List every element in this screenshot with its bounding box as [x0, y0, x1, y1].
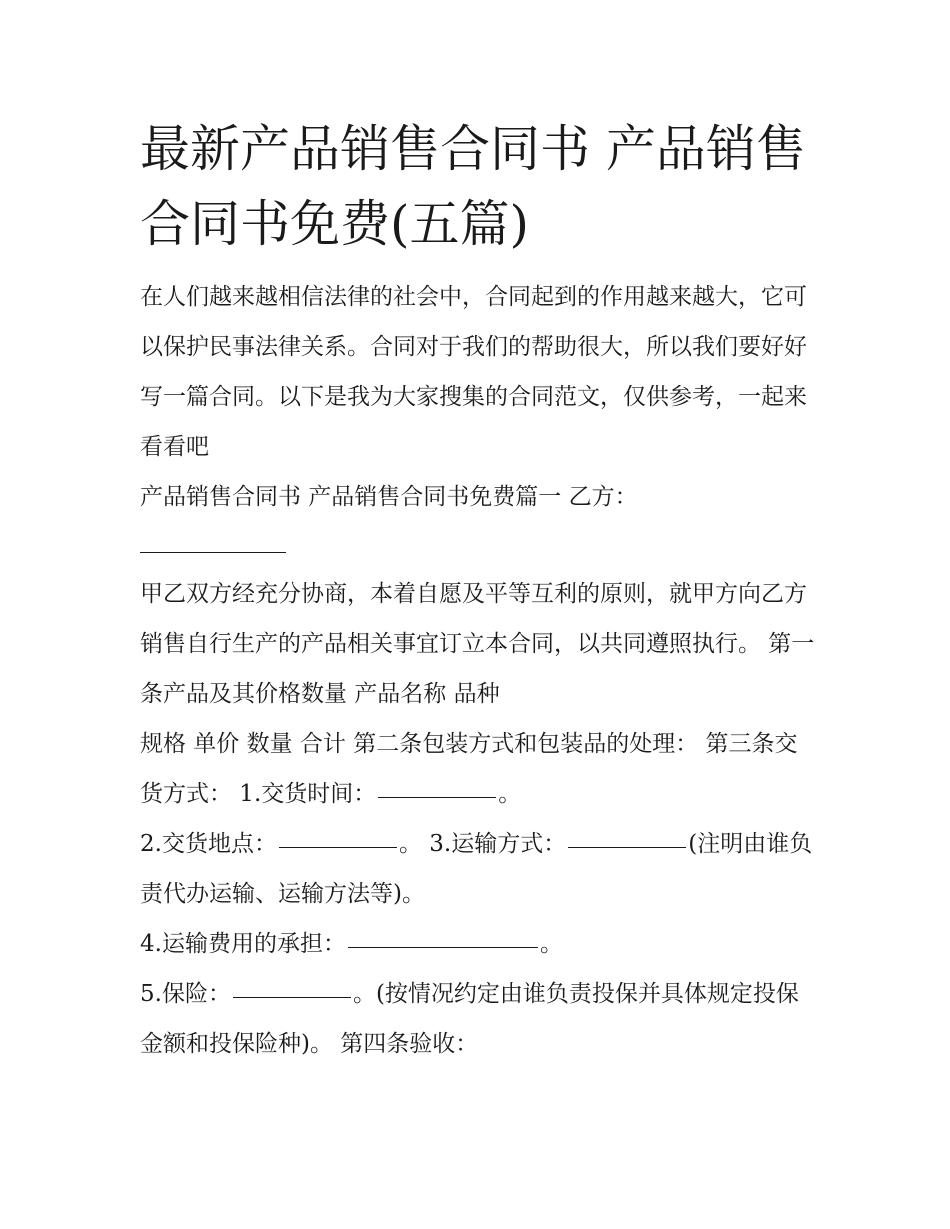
clause-3-text-b: 。 3.运输方式：	[398, 831, 567, 857]
clause-2-text: 规格 单价 数量 合计 第二条包装方式和包装品的处理： 第三条交货方式： 1.交货时间：	[140, 731, 798, 807]
section-heading: 产品销售合同书 产品销售合同书免费篇一 乙方：	[140, 484, 638, 510]
clause-paragraph-4	[140, 919, 820, 969]
clause-5-text-a: 5.保险：	[140, 981, 231, 1007]
transport-method-blank	[568, 824, 686, 848]
clause-5-text-b: 。(按情况约定由谁负责投保并具体规定投保金额和投保险种)。 第四条验收：	[140, 981, 799, 1057]
clause-4-text-b: 。	[539, 931, 563, 957]
clause-paragraph-5	[140, 969, 820, 1069]
delivery-place-blank	[279, 824, 397, 848]
document-title: 最新产品销售合同书 产品销售合同书免费(五篇)	[140, 120, 806, 253]
clause-3-text-a: 2.交货地点：	[140, 831, 277, 857]
clause-paragraph-3	[140, 819, 820, 919]
intro-paragraph: 在人们越来越相信法律的社会中，合同起到的作用越来越大，它可以保护民事法律关系。合同对于我们的帮助很大，所以我们要好好写一篇合同。以下是我为大家搜集的合同范文，仅供参考，一起来看看吧	[140, 284, 807, 460]
clause-paragraph-2	[140, 719, 820, 819]
clause-paragraph-1: 甲乙双方经充分协商，本着自愿及平等互利的原则，就甲方向乙方销售自行生产的产品相关事宜订立本合同，以共同遵照执行。 第一条产品及其价格数量 产品名称 品种	[140, 581, 815, 707]
signature-blank-line	[140, 552, 286, 553]
insurance-blank	[233, 974, 351, 998]
clause-3-text-c: (注明由谁负责代办运输、运输方法等)。	[140, 831, 813, 907]
clause-4-text-a: 4.运输费用的承担：	[140, 931, 346, 957]
document-page	[140, 112, 820, 1069]
transport-fee-blank	[348, 924, 538, 948]
clause-2-end: 。	[498, 781, 522, 807]
delivery-time-blank	[378, 774, 496, 798]
